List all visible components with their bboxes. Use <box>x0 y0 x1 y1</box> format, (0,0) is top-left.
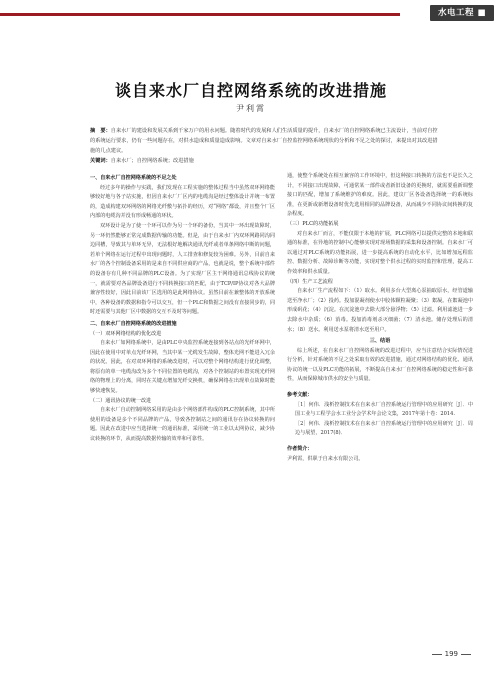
paragraph: 双环设计是为了使一个环可以作为另一个环的备份，当其中一环出现故障时，另一环仍然能够正常完成数据传输的功能。但是，由于自来水厂内双环网路同沟同边同槽，导致其与单环无异，无法根好地解决通讯光纤或者单条网络中断的问题，若单个网络在运行过程中出现问题时，人工排查和修复较为困难。另外，目前自来水厂的各个控制设备采用的是来自不同供应商的产品，也就是说，整个系统中部件的设备存有几种不同品牌的PLC设备。为了实现厂区主干网络通讯总线协议的统一，就需要对各品牌设备进行不同转换接口的匹配，由于TCP/IP协议对各大品牌兼容性较好，因此目前该厂区选用的是此网络协议。虽然目前在兼整体的开放系统中，各种设备的数据和指令可以交互，但一个PLC和数据之间没有直接同步的，同时还需要与其他厂区中数据的交互不及时等问题。 <box>90 222 275 316</box>
abstract-block <box>90 126 440 166</box>
section-badge <box>430 5 494 21</box>
abstract-text: 自来水厂的建设和发展关系到千家万户的用水问题。随着时代的发展和人们生活质量的提升，自来水厂的自控网络系统已主流设计，当前对自控的系统运行要求，仍有一些问题存在，对供水造成和质量造成影响。文章对自来水厂自控监控网络系统现状的分析和不足之处的探讨，来提出对其改进措施的几点建议。 <box>90 128 438 154</box>
square-icon: ■ <box>474 8 486 18</box>
subsection-heading: （四）生产工艺流程 <box>287 278 333 285</box>
subsection-heading: （三）PLC的功能拓展 <box>287 220 339 227</box>
section-heading-1: 一、自来水厂自控网络系统的不足之处 <box>90 175 177 181</box>
keywords-text: 自来水厂；自控网络系统；改进措施 <box>110 158 194 164</box>
paragraph: 自来水厂如网络系统中，是由PLC中央监控系统连接到各站点的光纤环网中，因此在使用中对单点光纤环网，当其中某一光缆发生故障，整体光网不能进入冗余的状况。因此，在对双环网络的系统改进时，可以对整个网络结构进行优化调整，将原有的单一电缆沟改为多个不同位置的电缆沟，对各个控制站的布置实现光纤网络的物理上的分离，同时在关键点增加光纤交换机，确保网络在出现单点故障时能够快速恢复。 <box>90 340 275 395</box>
section-badge-label: 水电工程 <box>437 8 474 18</box>
running-header <box>0 0 502 20</box>
subsection-heading: （二）通讯协议的统一改进 <box>90 397 152 404</box>
left-column <box>90 172 275 445</box>
subsection-heading: （一）双环网络结构的优化改进 <box>90 330 162 337</box>
reference-item: ［1］何伟．浅析控制技术在自来水厂自控系统运行管理中的应用研究［J］．中国工业与工程学会水工业分会学术年会论文集，2017年第十卷：2014. <box>295 401 473 418</box>
paragraph: 自来水厂生产流程如下：（1）取水。利用多台大型离心泵抽取原水，经管道输送至净水厂；（2）投药。投加混凝剂使水中胶体颗粒凝聚；（3）絮凝。在絮凝池中形成矾花；（4）沉淀。在沉淀池中去除大部分悬浮物；（5）过滤。利用滤池进一步去除水中杂质；（6）消毒。投加消毒剂杀灭细菌；（7）清水池。储存处理后的清水；（8）送水。利用送水泵将清水送至用户。 <box>287 288 473 333</box>
keywords-label: 关键词： <box>90 158 111 164</box>
reference-item: ［2］何伟．浅析控制技术在自来水厂自控系统运行管理中的应用研究［J］．周边与展望，2017(8)． <box>295 420 473 437</box>
right-column <box>287 172 473 464</box>
page-number <box>408 650 474 658</box>
dash-left <box>432 654 442 655</box>
page-number-text: 199 <box>444 650 458 658</box>
article-title: 谈自来水厂自控网络系统的改进措施 <box>114 81 387 100</box>
header-rule <box>0 13 400 16</box>
references-label: 参考文献： <box>287 392 313 399</box>
dash-right <box>461 654 471 655</box>
abstract-label: 摘 要： <box>90 128 111 134</box>
paragraph: 通，使整个系统处在相互兼容的工作环境中，但这种接口转换的方法也不是长久之计，不同接口出现故障，可通常某一部件或者新旧设备的更换时，就需要重新调整接口的匹配，增加了系统维护的难度。因此，建议厂区各设备选择统一的系统标准，在更新或新增设备时优先选用相同的品牌设备，从而减少不同协议间转换的复杂程度。 <box>287 173 473 218</box>
author-bio: 尹利霄，供职于自来水有限公司。 <box>287 455 364 462</box>
section-heading-3: 三、结语 <box>369 338 391 345</box>
paragraph: 经过多年的操作与实践，我们发现在工程实施的整体过程当中虽然双环网络能够较好地与各子站实施，但因自来水厂厂区内的电缆沟是经过整体设计并统一布置的，造成构建双环网络的网络光纤敷与拓扑的经历，对“网络”都设，并且整个厂区内部的电缆沟并没有形成畅通的环状。 <box>90 184 275 220</box>
article-author: 尹利霄 <box>236 104 266 113</box>
paragraph: 对自来水厂而言，不能仅限于本地的扩展，PLC网络可以提供完整的本地和联通的标准，在异地的控制中心能够实现对现场数据的采集和设备控制。自来水厂可以通过对PLC系统的功能拓展，进一步提高系统的自动化水平，比如增加远程监控、数据分析、故障诊断等功能，实现对整个供水过程的实时监控和管理，提高工作效率和供水质量。 <box>287 230 473 275</box>
author-bio-label: 作者简介： <box>287 446 313 453</box>
paragraph: 自来水厂自动控制网络采用的是由多个网络部件构成的PLC控制系统，其中所使用的设备是多个不同品牌的产品，导致各控制站之间的通讯存在协议转换的问题。因此在改进中应当选择统一的通讯标准，采用统一的工业以太网协议，减少协议转换的环节，从而提高数据传输的效率和可靠性。 <box>90 407 275 443</box>
section-heading-2: 二、自来水厂自控网络系统的改进措施 <box>90 320 177 327</box>
paragraph: 综上所述，在自来水厂自控网络系统的改进过程中，应当注意结合实际情况进行分析，针对系统的不足之处采取有效的改进措施，通过对网络结构的优化、通讯协议的统一以及PLC功能的拓展，不断提高自来水厂自控网络系统的稳定性和可靠性，从而保障城市供水的安全与质量。 <box>287 347 473 383</box>
